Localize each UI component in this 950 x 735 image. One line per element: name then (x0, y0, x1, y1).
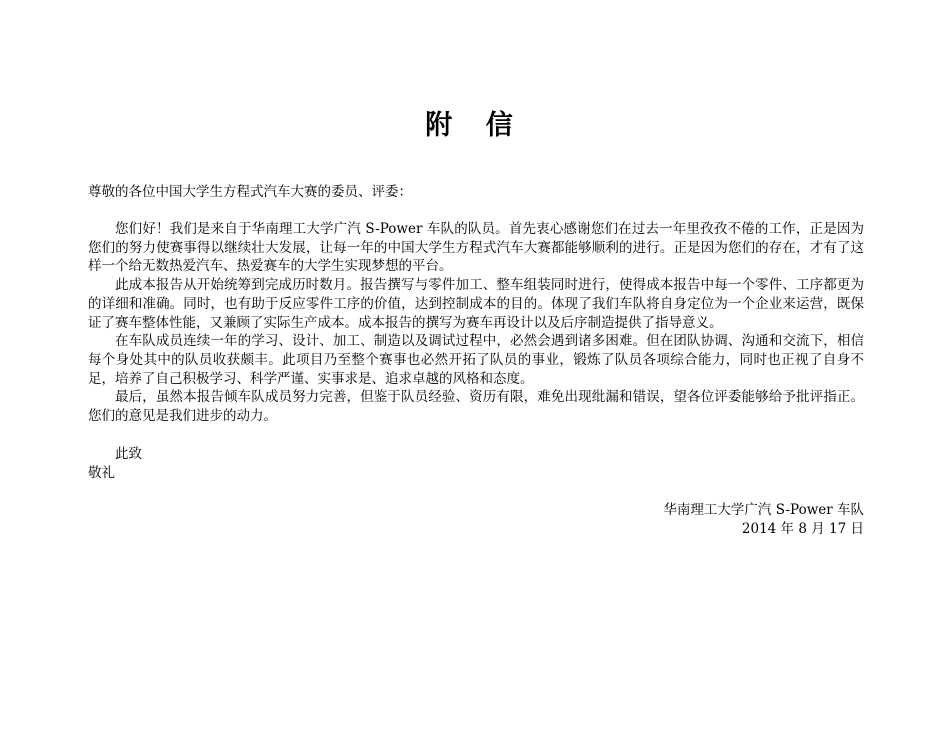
letter-closing (88, 445, 142, 483)
signature-date: 2014 年 8 月 17 日 (741, 521, 864, 537)
letter-signature (663, 501, 864, 539)
body-paragraph-1: 您们好！我们是来自于华南理工大学广汽 S-Power 车队的队员。首先衷心感谢您们在过去一年里孜孜不倦的工作，正是因为您们的努力使赛事得以继续壮大发展，让每一年的中国大学生方程式汽车大赛都能够顺利的进行。正是因为您们的存在，才有了这样一个给无数热爱汽车、热爱赛车的大学生实现梦想的平台。 (88, 221, 864, 275)
closing-jingli: 敬礼 (88, 465, 115, 481)
letter-salutation: 尊敬的各位中国大学生方程式汽车大赛的委员、评委： (88, 184, 412, 200)
letter-body (88, 220, 864, 426)
letter-title: 附 信 (425, 110, 525, 141)
body-paragraph-3: 在车队成员连续一年的学习、设计、加工、制造以及调试过程中，必然会遇到诸多困难。但在团队协调、沟通和交流下，相信每个身处其中的队员收获颇丰。此项目乃至整个赛事也必然开拓了队员的事业，锻炼了队员各项综合能力，同时也正视了自身不足，培养了自己积极学习、科学严谨、实事求是、追求卓越的风格和态度。 (88, 333, 864, 387)
closing-cizhi: 此致 (115, 446, 142, 462)
body-paragraph-4: 最后，虽然本报告倾车队成员努力完善，但鉴于队员经验、资历有限，难免出现纰漏和错误，望各位评委能够给予批评指正。您们的意见是我们进步的动力。 (88, 389, 864, 425)
signature-organization: 华南理工大学广汽 S-Power 车队 (663, 502, 864, 518)
body-paragraph-2: 此成本报告从开始统筹到完成历时数月。报告撰写与零件加工、整车组装同时进行，使得成本报告中每一个零件、工序都更为的详细和准确。同时，也有助于反应零件工序的价值，达到控制成本的目的。体现了我们车队将自身定位为一个企业来运营，既保证了赛车整体性能，又兼顾了实际生产成本。成本报告的撰写为赛车再设计以及后序制造提供了指导意义。 (88, 277, 864, 331)
